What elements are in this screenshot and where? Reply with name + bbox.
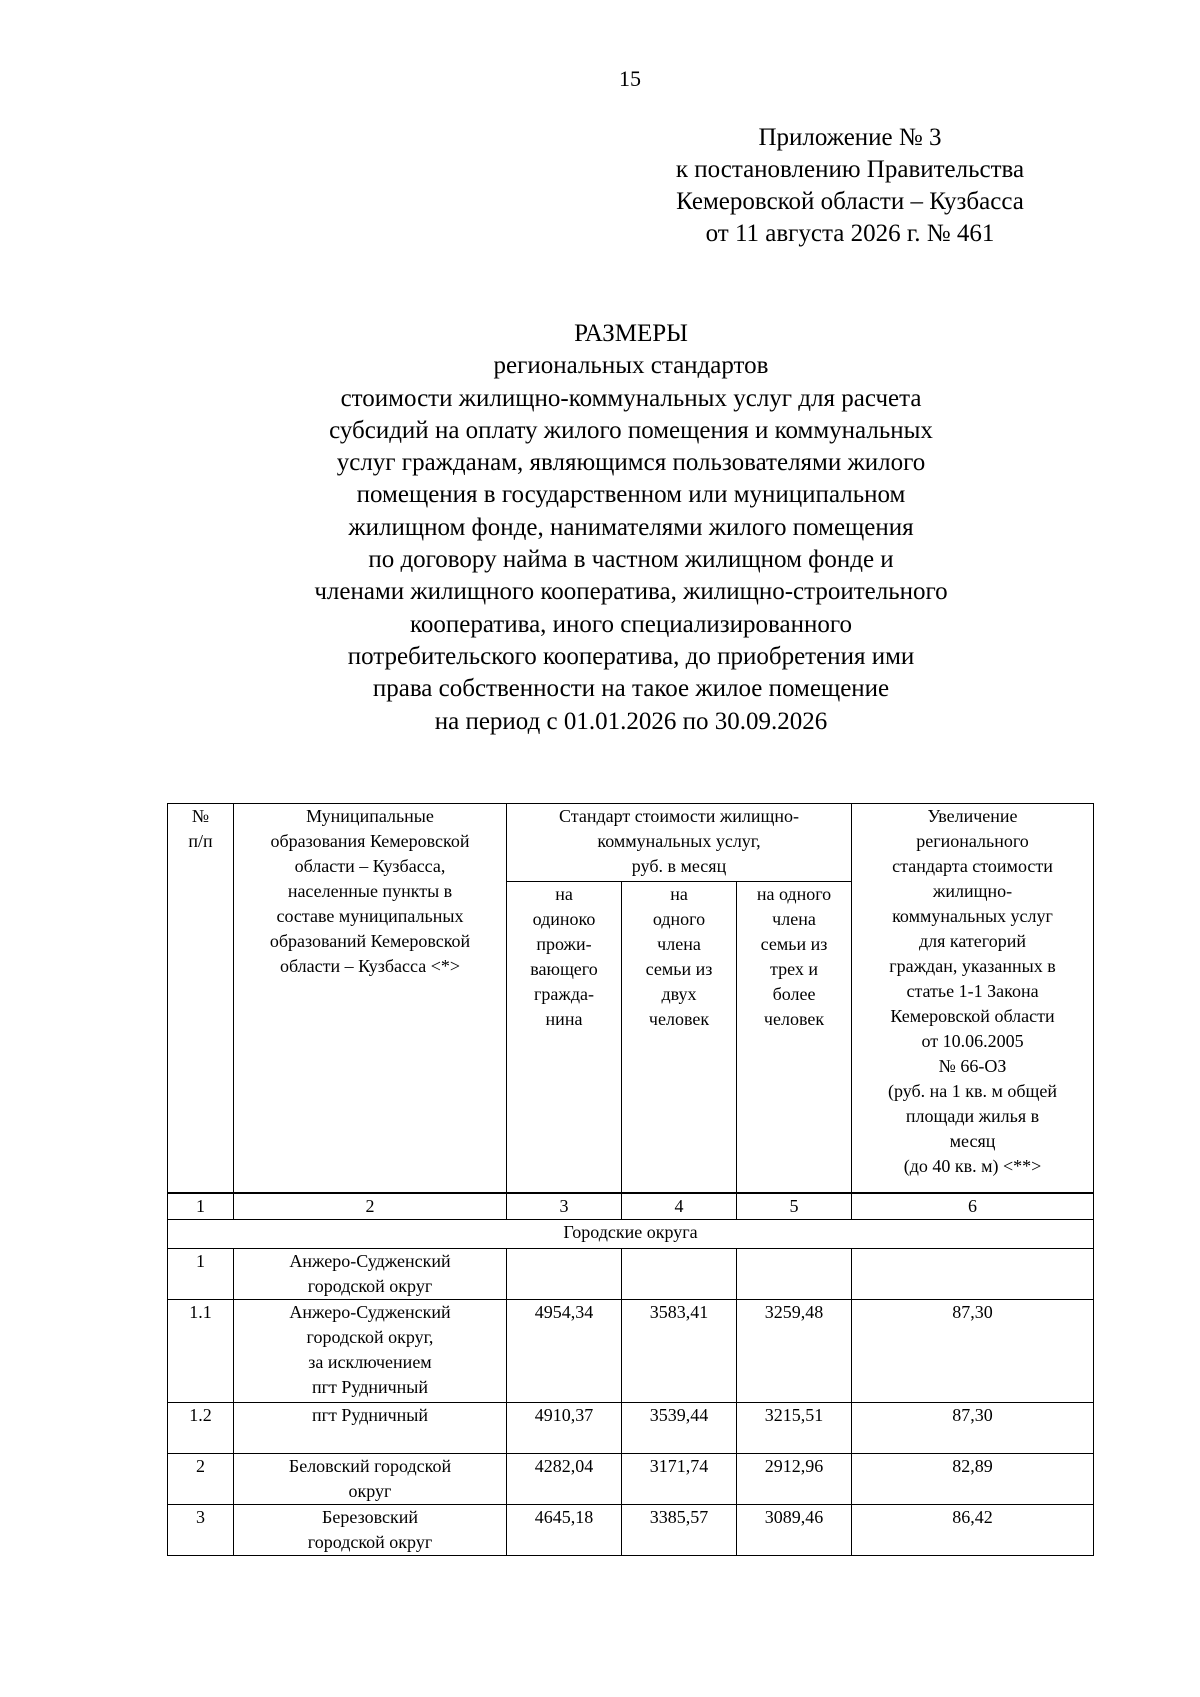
- column-number-row: [168, 1193, 1094, 1220]
- row-three: 3259,48: [737, 1300, 852, 1403]
- section-row: [168, 1220, 1094, 1249]
- row-number: 2: [168, 1454, 234, 1505]
- table-row: [168, 1249, 1094, 1300]
- page-number: 15: [619, 66, 641, 91]
- header-single-citizen: на одиноко прожи- вающего гражда- нина: [507, 882, 622, 1194]
- row-two: 3385,57: [622, 1505, 737, 1556]
- row-three: 2912,96: [737, 1454, 852, 1505]
- title-line: права собственности на такое жилое помещение: [372, 675, 890, 703]
- row-number: 1: [168, 1249, 234, 1300]
- appendix-reference: [560, 122, 1140, 250]
- title-line: на период с 01.01.2026 по 30.09.2026: [434, 707, 828, 735]
- column-number: 4: [622, 1193, 737, 1220]
- title-line: стоимости жилищно-коммунальных услуг для расчета: [340, 384, 922, 412]
- row-single: 4645,18: [507, 1505, 622, 1556]
- row-municipality: Березовский городской округ: [234, 1505, 507, 1556]
- row-increase: 86,42: [852, 1505, 1094, 1556]
- column-number: 3: [507, 1193, 622, 1220]
- row-increase: [852, 1249, 1094, 1300]
- title-line: субсидий на оплату жилого помещения и коммунальных: [329, 416, 933, 444]
- column-number: 5: [737, 1193, 852, 1220]
- table-row: [168, 1403, 1094, 1454]
- title-line: кооператива, иного специализированного: [409, 610, 853, 638]
- row-number: 1.2: [168, 1403, 234, 1454]
- standards-table: [167, 803, 1094, 1556]
- column-number: 2: [234, 1193, 507, 1220]
- row-municipality: Беловский городской округ: [234, 1454, 507, 1505]
- header-three-plus-family: на одного члена семьи из трех и более человек: [737, 882, 852, 1194]
- header-municipality: Муниципальные образования Кемеровской области – Кузбасса, населенные пункты в составе муниципальных образований Кемеровской области – Кузбасса <*>: [234, 804, 507, 1194]
- table-row: [168, 1454, 1094, 1505]
- title-line: потребительского кооператива, до приобретения ими: [347, 642, 915, 670]
- row-three: 3089,46: [737, 1505, 852, 1556]
- row-number: 3: [168, 1505, 234, 1556]
- row-single: 4910,37: [507, 1403, 622, 1454]
- title-line: членами жилищного кооператива, жилищно-строительного: [314, 578, 948, 606]
- row-increase: 87,30: [852, 1300, 1094, 1403]
- table-header-row: [168, 804, 1094, 882]
- appendix-line: к постановлению Правительства: [675, 156, 1025, 183]
- row-two: 3539,44: [622, 1403, 737, 1454]
- row-increase: 87,30: [852, 1403, 1094, 1454]
- row-municipality: Анжеро-Судженский городской округ, за исключением пгт Рудничный: [234, 1300, 507, 1403]
- header-increase: Увеличение регионального стандарта стоимости жилищно- коммунальных услуг для категорий граждан, указанных в статье 1-1 Закона Кемеровской области от 10.06.2005 № 66-ОЗ (руб. на 1 кв. м общей площади жилья в месяц (до 40 кв. м) <**>: [852, 804, 1094, 1194]
- row-municipality: пгт Рудничный: [234, 1403, 507, 1454]
- title-line: региональных стандартов: [493, 352, 769, 380]
- column-number: 6: [852, 1193, 1094, 1220]
- title-line: жилищном фонде, нанимателями жилого помещения: [348, 513, 914, 541]
- row-single: 4282,04: [507, 1454, 622, 1505]
- table-row: [168, 1300, 1094, 1403]
- row-number: 1.1: [168, 1300, 234, 1403]
- table-row: [168, 1505, 1094, 1556]
- header-two-person-family: на одного члена семьи из двух человек: [622, 882, 737, 1194]
- row-single: 4954,34: [507, 1300, 622, 1403]
- row-three: [737, 1249, 852, 1300]
- appendix-line: Приложение № 3: [758, 124, 942, 151]
- section-title: Городские округа: [168, 1220, 1094, 1249]
- row-single: [507, 1249, 622, 1300]
- row-municipality: Анжеро-Судженский городской округ: [234, 1249, 507, 1300]
- header-number: № п/п: [168, 804, 234, 1194]
- row-increase: 82,89: [852, 1454, 1094, 1505]
- row-two: [622, 1249, 737, 1300]
- title-line: услуг гражданам, являющимся пользователями жилого: [336, 449, 926, 477]
- column-number: 1: [168, 1193, 234, 1220]
- appendix-line: Кемеровской области – Кузбасса: [676, 188, 1024, 215]
- row-two: 3583,41: [622, 1300, 737, 1403]
- title-line: по договору найма в частном жилищном фонде и: [368, 546, 894, 574]
- appendix-line: от 11 августа 2026 г. № 461: [705, 220, 995, 247]
- row-two: 3171,74: [622, 1454, 737, 1505]
- document-title: [0, 318, 1200, 738]
- title-heading: РАЗМЕРЫ: [574, 320, 688, 347]
- row-three: 3215,51: [737, 1403, 852, 1454]
- header-standard-group: Стандарт стоимости жилищно- коммунальных услуг, руб. в месяц: [507, 804, 852, 882]
- title-line: помещения в государственном или муниципальном: [356, 481, 906, 509]
